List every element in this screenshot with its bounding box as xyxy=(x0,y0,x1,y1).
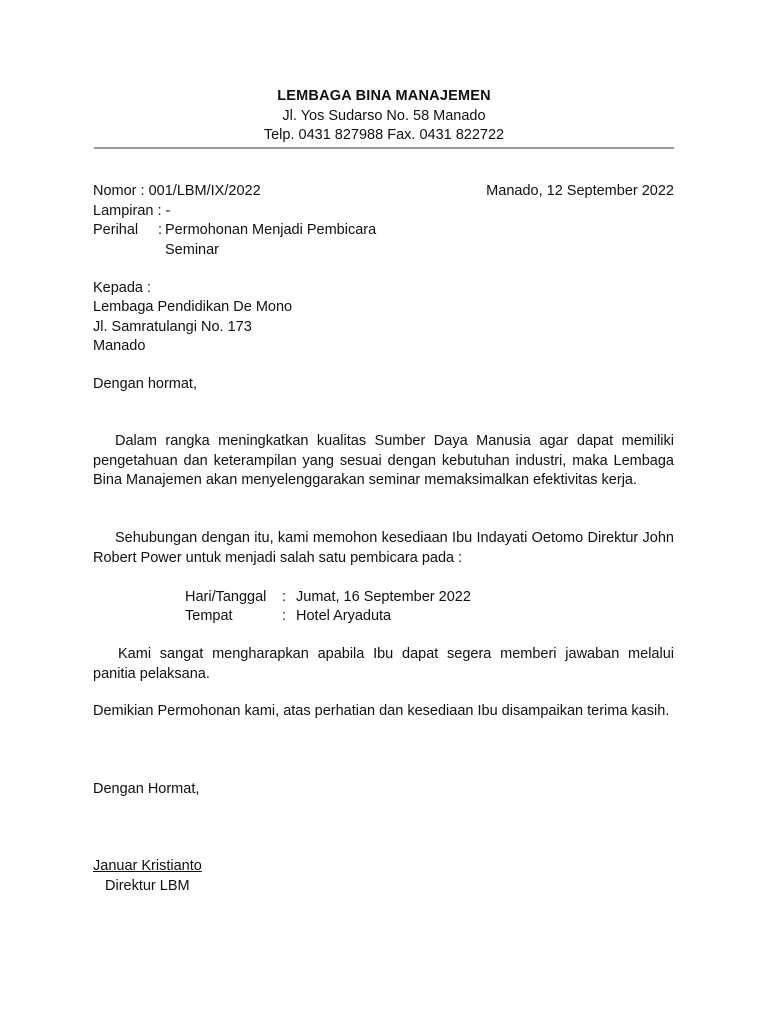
signer-title: Direktur LBM xyxy=(105,878,190,894)
letter-subject-colon: : xyxy=(158,222,163,238)
recipient-heading: Kepada : xyxy=(93,280,152,296)
letterhead-address: Jl. Yos Sudarso No. 58 Manado xyxy=(282,108,486,124)
schedule-day-colon: : xyxy=(282,589,287,605)
letter-place-date: Manado, 12 September 2022 xyxy=(486,183,674,199)
body-paragraph-4: Demikian Permohonan kami, atas perhatian dan kesediaan Ibu disampaikan terima kasih. xyxy=(93,703,670,719)
recipient-street: Jl. Samratulangi No. 173 xyxy=(93,319,252,335)
schedule-place-label: Tempat xyxy=(185,608,233,624)
letter-subject-label: Perihal xyxy=(93,222,139,238)
letterhead-phone-fax: Telp. 0431 827988 Fax. 0431 822722 xyxy=(263,127,505,143)
letter-subject-line2: Seminar xyxy=(165,242,219,258)
body-paragraph-1: Dalam rangka meningkatkan kualitas Sumber Daya Manusia agar dapat memiliki pengetahuan dan keterampilan yang sesuai dengan kebutuhan industri, maka Lembaga Bina Manajemen akan menyelenggarakan seminar memaksimalkan efektivitas kerja. xyxy=(93,433,674,489)
body-paragraph-2: Sehubungan dengan itu, kami memohon kesediaan Ibu Indayati Oetomo Direktur John Robert Power untuk menjadi salah satu pembicara pada : xyxy=(93,530,674,566)
recipient-city: Manado xyxy=(93,338,146,354)
letter-number: Nomor : 001/LBM/IX/2022 xyxy=(93,183,261,199)
schedule-place-value: Hotel Aryaduta xyxy=(296,608,392,624)
letter-attachment: Lampiran : - xyxy=(93,203,171,219)
closing-greeting: Dengan Hormat, xyxy=(93,781,200,797)
body-paragraph-3: Kami sangat mengharapkan apabila Ibu dapat segera memberi jawaban melalui panitia pelaksana. xyxy=(93,646,674,682)
schedule-place-colon: : xyxy=(282,608,287,624)
letter-subject-line1: Permohonan Menjadi Pembicara xyxy=(165,222,377,238)
schedule-day-label: Hari/Tanggal xyxy=(185,589,267,605)
letterhead-org-name: LEMBAGA BINA MANAJEMEN xyxy=(277,88,491,104)
recipient-name: Lembaga Pendidikan De Mono xyxy=(93,299,293,315)
signer-name: Januar Kristianto xyxy=(93,858,202,874)
letterhead-divider xyxy=(94,147,674,149)
salutation: Dengan hormat, xyxy=(93,376,197,392)
schedule-day-value: Jumat, 16 September 2022 xyxy=(296,589,471,605)
